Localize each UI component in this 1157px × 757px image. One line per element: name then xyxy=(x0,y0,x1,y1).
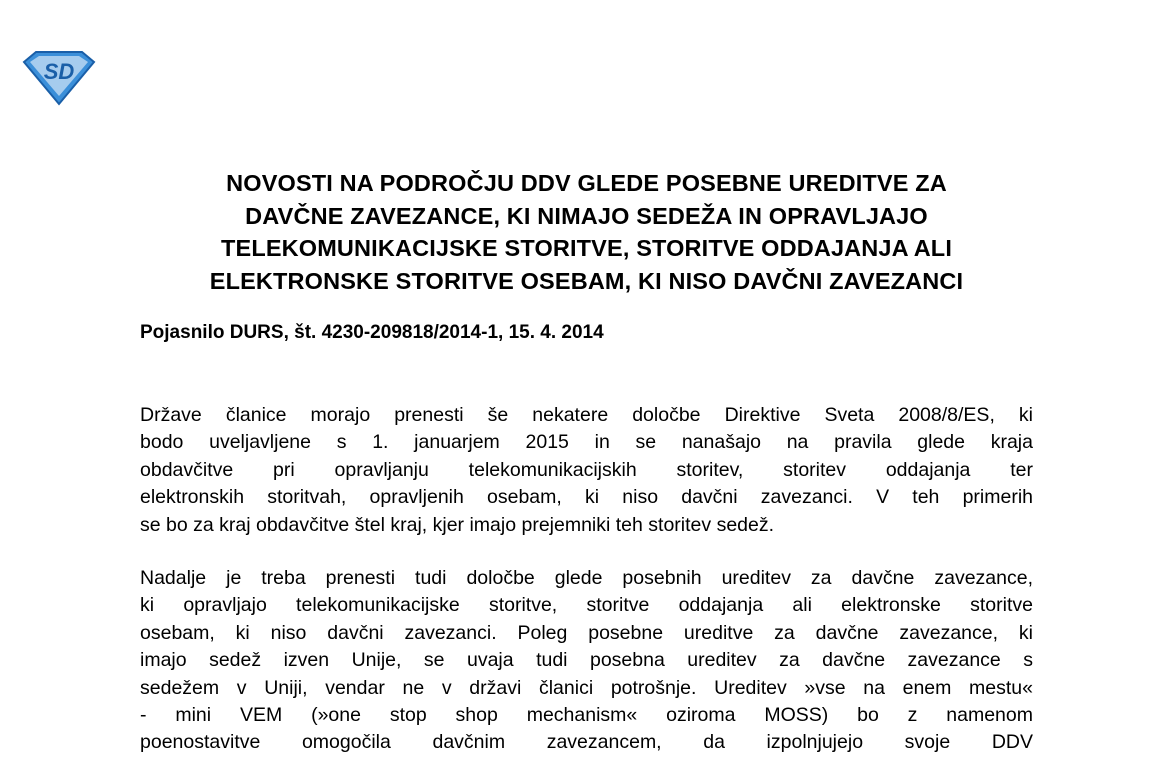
document-subtitle: Pojasnilo DURS, št. 4230-209818/2014-1, 15. 4. 2014 xyxy=(140,322,604,343)
text-line: osebam, ki niso davčni zavezanci. Poleg posebne ureditve za davčne zavezance, ki xyxy=(140,621,1033,644)
company-logo xyxy=(22,50,96,106)
text-line: imajo sedež izven Unije, se uvaja tudi posebna ureditev za davčne zavezance s xyxy=(140,649,1033,672)
text-line: elektronskih storitvah, opravljenih osebam, ki niso davčni zavezanci. V teh primerih xyxy=(140,486,1033,509)
text-line: ki opravljajo telekomunikacijske storitve, storitve oddajanja ali elektronske storitve xyxy=(140,594,1033,617)
text-line: Nadalje je treba prenesti tudi določbe glede posebnih ureditev za davčne zavezance, xyxy=(140,567,1033,589)
text-line: se bo za kraj obdavčitve štel kraj, kjer imajo prejemniki teh storitev sedež. xyxy=(140,513,775,536)
logo-lettering: SD xyxy=(43,59,75,84)
text-line: sedežem v Uniji, vendar ne v državi članici potrošnje. Ureditev »vse na enem mestu« xyxy=(140,676,1033,699)
document-title xyxy=(140,167,1033,297)
text-line: - mini VEM (»one stop shop mechanism« oziroma MOSS) bo z namenom xyxy=(140,704,1033,727)
paragraph-2 xyxy=(140,565,1033,757)
title-line: NOVOSTI NA PODROČJU DDV GLEDE POSEBNE UREDITVE ZA xyxy=(226,170,947,196)
text-line: Države članice morajo prenesti še nekatere določbe Direktive Sveta 2008/8/ES, ki xyxy=(140,404,1033,426)
title-line: DAVČNE ZAVEZANCE, KI NIMAJO SEDEŽA IN OPRAVLJAJO xyxy=(245,202,928,229)
text-line: bodo uveljavljene s 1. januarjem 2015 in se nanašajo na pravila glede kraja xyxy=(140,431,1033,454)
title-line: TELEKOMUNIKACIJSKE STORITVE, STORITVE ODDAJANJA ALI xyxy=(220,235,952,261)
text-line: obdavčitve pri opravljanju telekomunikacijskih storitev, storitev oddajanja ter xyxy=(140,458,1033,481)
paragraph-1 xyxy=(140,402,1033,539)
title-line: ELEKTRONSKE STORITVE OSEBAM, KI NISO DAVČNI ZAVEZANCI xyxy=(209,267,964,294)
text-line: poenostavitve omogočila davčnim zavezancem, da izpolnjujejo svoje DDV xyxy=(140,731,1033,754)
